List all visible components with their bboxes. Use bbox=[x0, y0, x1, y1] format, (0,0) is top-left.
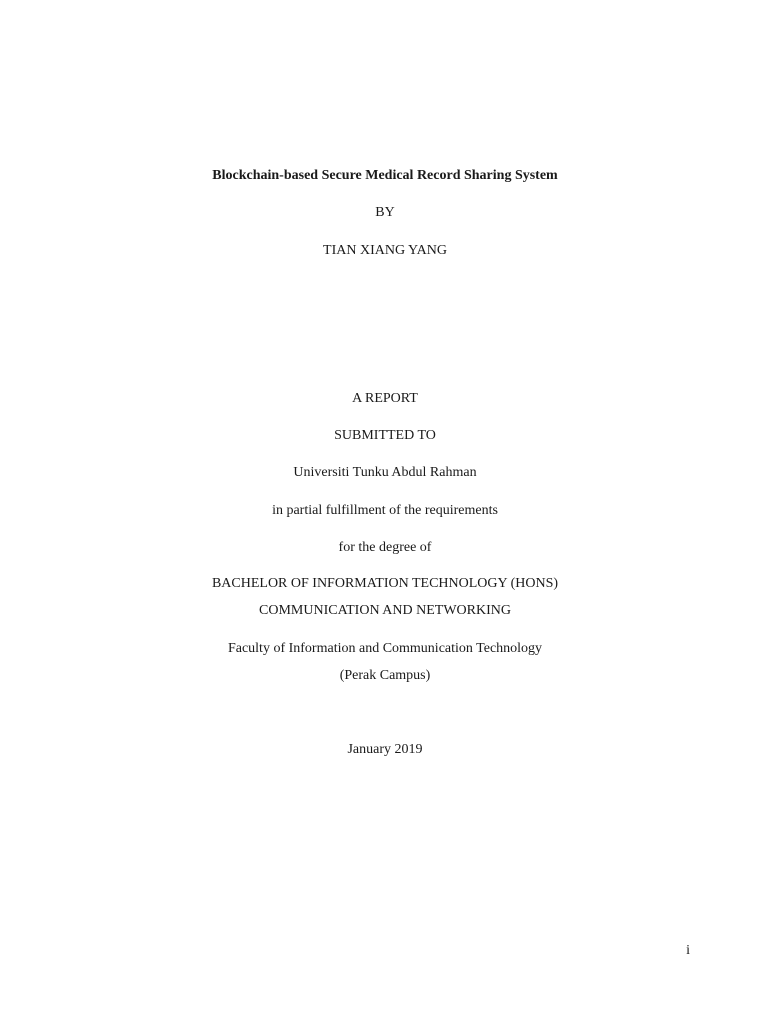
submission-date: January 2019 bbox=[347, 742, 423, 757]
degree-name: BACHELOR OF INFORMATION TECHNOLOGY (HONS) bbox=[211, 576, 559, 591]
faculty-name: Faculty of Information and Communication Technology bbox=[227, 641, 543, 656]
degree-intro: for the degree of bbox=[338, 540, 432, 555]
fulfillment-text: in partial fulfillment of the requirements bbox=[272, 503, 498, 518]
report-title: Blockchain-based Secure Medical Record Sharing System bbox=[212, 168, 558, 183]
by-label: BY bbox=[375, 205, 395, 220]
university-name: Universiti Tunku Abdul Rahman bbox=[293, 465, 477, 480]
author-name: TIAN XIANG YANG bbox=[323, 243, 447, 258]
report-label: A REPORT bbox=[352, 391, 418, 406]
campus-name: (Perak Campus) bbox=[339, 668, 431, 683]
specialization: COMMUNICATION AND NETWORKING bbox=[259, 603, 511, 618]
submitted-to-label: SUBMITTED TO bbox=[334, 428, 436, 443]
page-number: i bbox=[686, 943, 690, 958]
